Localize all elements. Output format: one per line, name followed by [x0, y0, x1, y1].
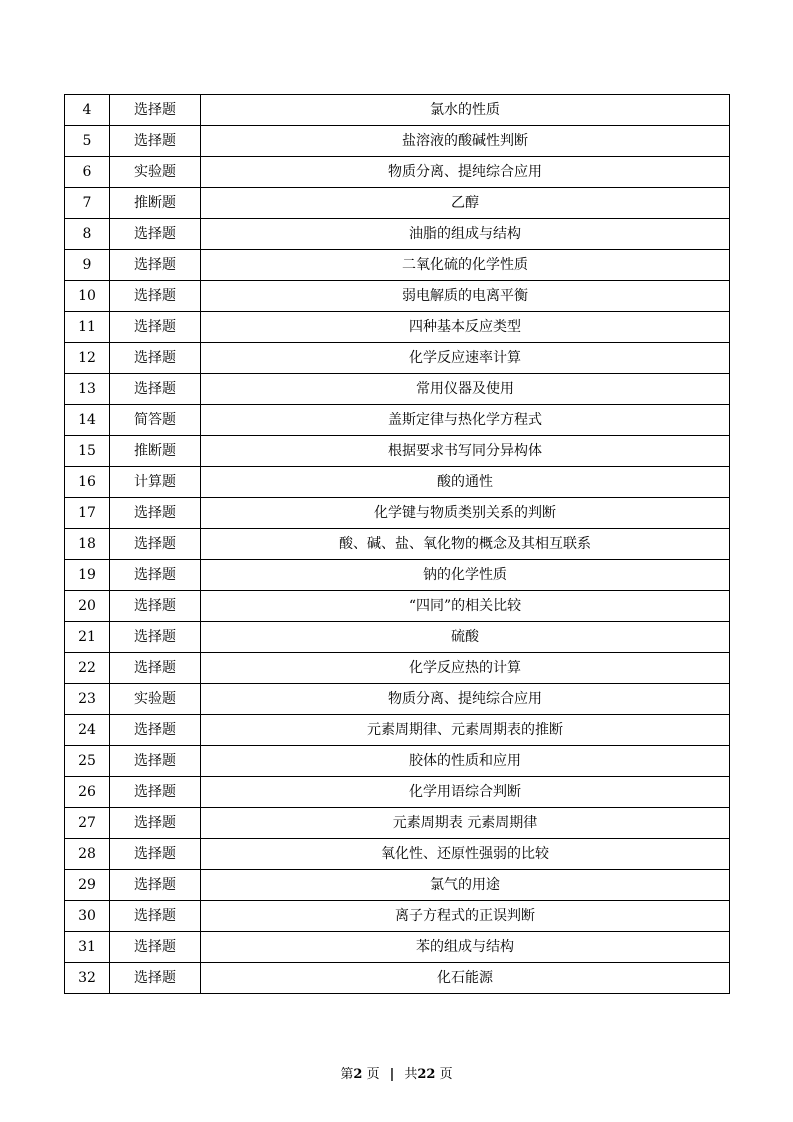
question-topic-cell: 胶体的性质和应用 [201, 746, 730, 777]
question-number-cell: 15 [65, 436, 110, 467]
question-type-cell: 实验题 [110, 157, 201, 188]
question-number-cell: 21 [65, 622, 110, 653]
question-topic-cell: 元素周期表 元素周期律 [201, 808, 730, 839]
question-type-cell: 推断题 [110, 436, 201, 467]
question-number-cell: 13 [65, 374, 110, 405]
question-number-cell: 28 [65, 839, 110, 870]
table-row [65, 901, 730, 932]
question-number-cell: 6 [65, 157, 110, 188]
question-number-cell: 26 [65, 777, 110, 808]
table-row [65, 808, 730, 839]
question-type-cell: 选择题 [110, 932, 201, 963]
table-body [65, 95, 730, 994]
question-topic-cell: 钠的化学性质 [201, 560, 730, 591]
table-row [65, 498, 730, 529]
question-type-cell: 选择题 [110, 312, 201, 343]
question-number-cell: 24 [65, 715, 110, 746]
question-topic-cell: 氯气的用途 [201, 870, 730, 901]
question-type-cell: 选择题 [110, 901, 201, 932]
question-topic-cell: “四同”的相关比较 [201, 591, 730, 622]
table-row [65, 250, 730, 281]
question-topic-cell: 化学反应热的计算 [201, 653, 730, 684]
total-suffix: 页 [439, 1067, 453, 1082]
table-row [65, 746, 730, 777]
question-number-cell: 20 [65, 591, 110, 622]
total-prefix: 共 [404, 1067, 418, 1082]
question-topic-cell: 离子方程式的正误判断 [201, 901, 730, 932]
table-row [65, 839, 730, 870]
question-type-cell: 选择题 [110, 870, 201, 901]
question-number-cell: 11 [65, 312, 110, 343]
table-row [65, 281, 730, 312]
question-topic-cell: 化学键与物质类别关系的判断 [201, 498, 730, 529]
question-topic-cell: 物质分离、提纯综合应用 [201, 157, 730, 188]
table-row [65, 653, 730, 684]
question-number-cell: 5 [65, 126, 110, 157]
table-row [65, 870, 730, 901]
question-number-cell: 29 [65, 870, 110, 901]
question-topic-cell: 化学反应速率计算 [201, 343, 730, 374]
question-topic-cell: 氯水的性质 [201, 95, 730, 126]
question-type-cell: 推断题 [110, 188, 201, 219]
question-type-cell: 选择题 [110, 250, 201, 281]
question-topic-cell: 弱电解质的电离平衡 [201, 281, 730, 312]
question-topic-cell: 氧化性、还原性强弱的比较 [201, 839, 730, 870]
question-topic-cell: 油脂的组成与结构 [201, 219, 730, 250]
question-type-cell: 选择题 [110, 808, 201, 839]
question-type-cell: 选择题 [110, 963, 201, 994]
question-type-cell: 选择题 [110, 839, 201, 870]
question-topic-cell: 二氧化硫的化学性质 [201, 250, 730, 281]
question-number-cell: 22 [65, 653, 110, 684]
question-type-cell: 选择题 [110, 281, 201, 312]
table-row [65, 126, 730, 157]
question-type-cell: 简答题 [110, 405, 201, 436]
table-row [65, 963, 730, 994]
table-row [65, 715, 730, 746]
question-number-cell: 14 [65, 405, 110, 436]
question-topic-table [64, 94, 730, 994]
question-type-cell: 选择题 [110, 715, 201, 746]
question-topic-cell: 化石能源 [201, 963, 730, 994]
question-topic-cell: 苯的组成与结构 [201, 932, 730, 963]
page-prefix: 第 [340, 1067, 354, 1082]
question-topic-cell: 四种基本反应类型 [201, 312, 730, 343]
table-row [65, 312, 730, 343]
table-row [65, 622, 730, 653]
table-row [65, 560, 730, 591]
question-type-cell: 选择题 [110, 777, 201, 808]
question-topic-cell: 根据要求书写同分异构体 [201, 436, 730, 467]
page-number: 2 [353, 1067, 363, 1082]
question-type-cell: 选择题 [110, 622, 201, 653]
table-row [65, 219, 730, 250]
question-type-cell: 选择题 [110, 343, 201, 374]
page-suffix: 页 [366, 1067, 380, 1082]
table-row [65, 405, 730, 436]
question-number-cell: 16 [65, 467, 110, 498]
question-type-cell: 选择题 [110, 591, 201, 622]
question-type-cell: 选择题 [110, 95, 201, 126]
question-type-cell: 选择题 [110, 529, 201, 560]
question-topic-cell: 硫酸 [201, 622, 730, 653]
question-topic-cell: 酸的通性 [201, 467, 730, 498]
question-number-cell: 30 [65, 901, 110, 932]
footer-separator: | [389, 1067, 395, 1082]
table-row [65, 467, 730, 498]
table-row [65, 932, 730, 963]
table-row [65, 684, 730, 715]
question-number-cell: 31 [65, 932, 110, 963]
table-row [65, 157, 730, 188]
question-type-cell: 选择题 [110, 746, 201, 777]
question-number-cell: 23 [65, 684, 110, 715]
question-type-cell: 选择题 [110, 126, 201, 157]
table-row [65, 591, 730, 622]
question-number-cell: 8 [65, 219, 110, 250]
question-type-cell: 选择题 [110, 374, 201, 405]
question-type-cell: 选择题 [110, 560, 201, 591]
question-topic-cell: 乙醇 [201, 188, 730, 219]
question-number-cell: 10 [65, 281, 110, 312]
question-number-cell: 7 [65, 188, 110, 219]
table-row [65, 95, 730, 126]
question-topic-cell: 盐溶液的酸碱性判断 [201, 126, 730, 157]
question-number-cell: 25 [65, 746, 110, 777]
page-footer [0, 1066, 793, 1084]
question-number-cell: 12 [65, 343, 110, 374]
table-row [65, 343, 730, 374]
question-topic-cell: 化学用语综合判断 [201, 777, 730, 808]
question-number-cell: 17 [65, 498, 110, 529]
table-row [65, 188, 730, 219]
table-row [65, 529, 730, 560]
question-type-cell: 实验题 [110, 684, 201, 715]
total-pages: 22 [417, 1067, 436, 1082]
question-type-cell: 选择题 [110, 498, 201, 529]
question-topic-cell: 元素周期律、元素周期表的推断 [201, 715, 730, 746]
question-number-cell: 19 [65, 560, 110, 591]
table-row [65, 374, 730, 405]
question-number-cell: 27 [65, 808, 110, 839]
table-row [65, 777, 730, 808]
question-topic-cell: 常用仪器及使用 [201, 374, 730, 405]
question-topic-cell: 盖斯定律与热化学方程式 [201, 405, 730, 436]
question-topic-cell: 酸、碱、盐、氧化物的概念及其相互联系 [201, 529, 730, 560]
question-type-cell: 计算题 [110, 467, 201, 498]
question-number-cell: 32 [65, 963, 110, 994]
table-row [65, 436, 730, 467]
question-number-cell: 9 [65, 250, 110, 281]
question-type-cell: 选择题 [110, 219, 201, 250]
question-topic-cell: 物质分离、提纯综合应用 [201, 684, 730, 715]
question-type-cell: 选择题 [110, 653, 201, 684]
question-number-cell: 4 [65, 95, 110, 126]
question-number-cell: 18 [65, 529, 110, 560]
